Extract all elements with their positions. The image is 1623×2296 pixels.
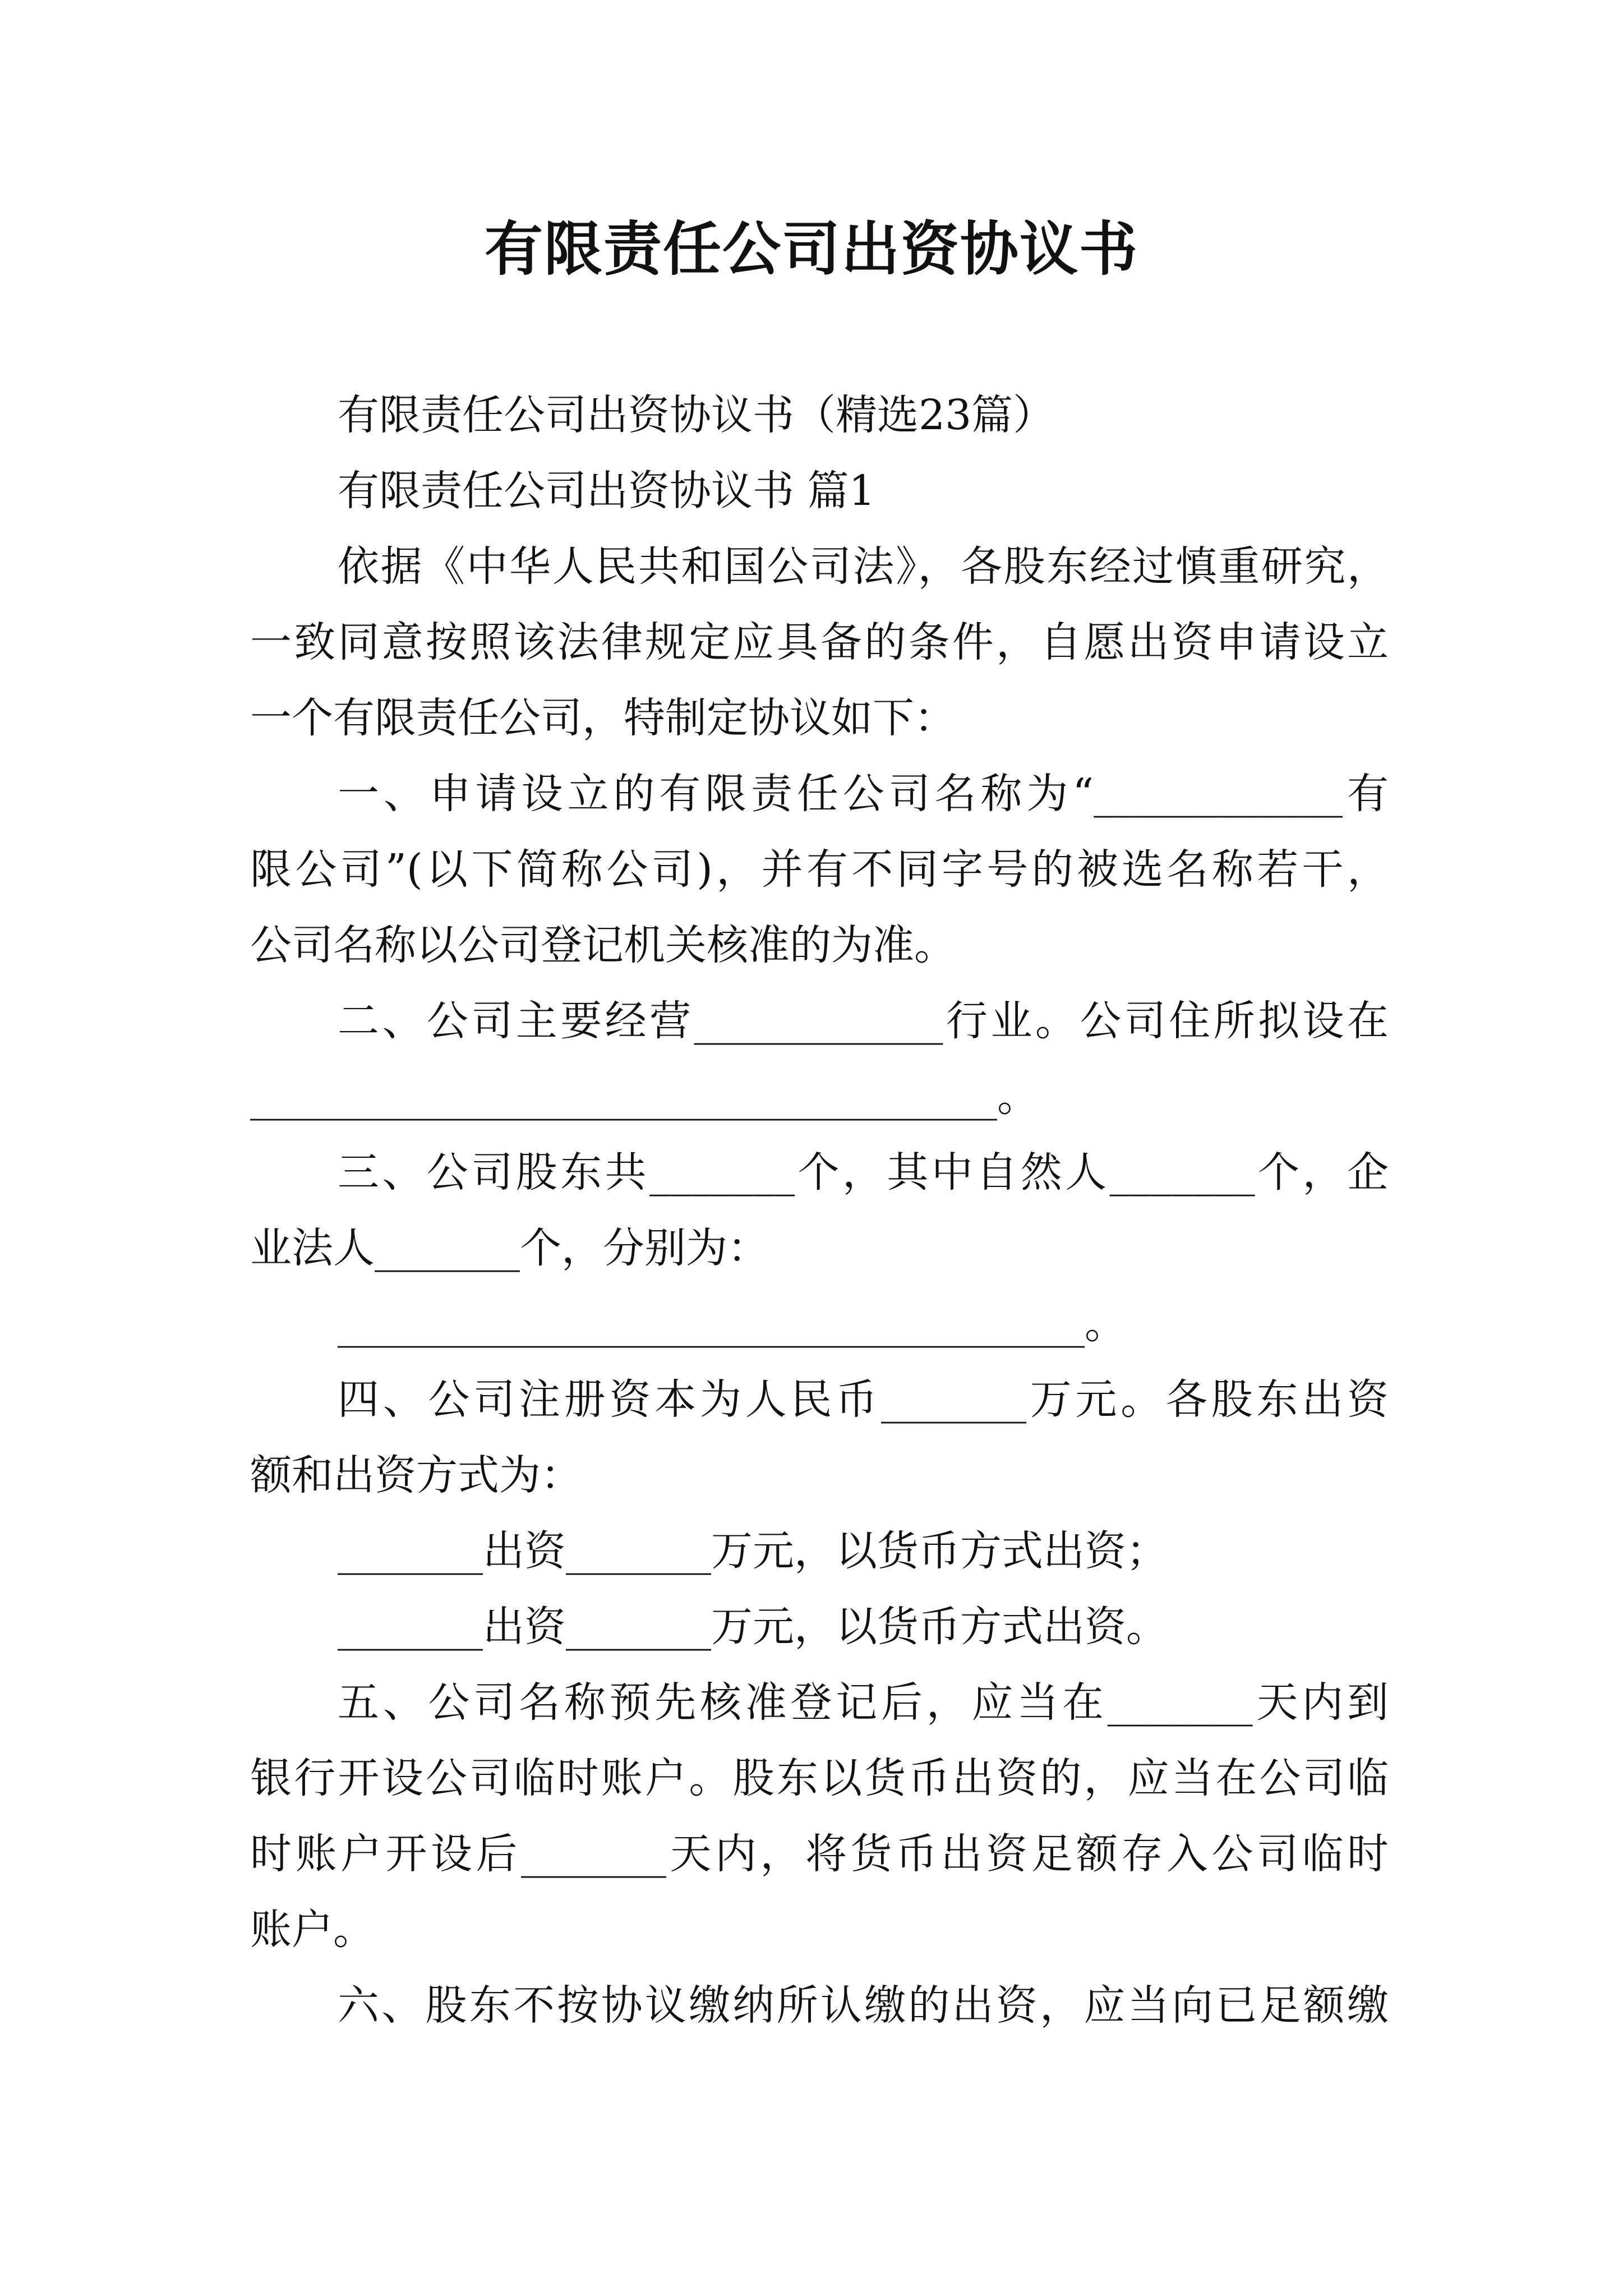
paragraph-line: 公司名称以公司登记机关核准的为准。 — [250, 921, 956, 969]
paragraph-line: 四、公司注册资本为人民币_______万元。各股东出资 — [338, 1375, 1389, 1424]
paragraph-line: 限公司”(以下简称公司)，并有不同字号的被选名称若干， — [250, 845, 1389, 894]
paragraph-line: 六、股东不按协议缴纳所认缴的出资，应当向已足额缴 — [338, 1981, 1389, 2030]
subtitle-line: 有限责任公司出资协议书（精选23篇） — [338, 391, 1055, 439]
paragraph-line: 三、公司股东共_______个，其中自然人_______个，企 — [338, 1148, 1389, 1197]
section-heading: 有限责任公司出资协议书 篇1 — [338, 467, 875, 515]
paragraph-line: 依据《中华人民共和国公司法》，各股东经过慎重研究， — [338, 542, 1389, 591]
paragraph-line: 五、公司名称预先核准登记后，应当在_______天内到 — [338, 1678, 1389, 1727]
paragraph-line: 账户。 — [250, 1906, 375, 1954]
paragraph-line: 二、公司主要经营____________行业。公司住所拟设在 — [338, 997, 1389, 1045]
paragraph-line: _______出资_______万元，以货币方式出资； — [338, 1527, 1168, 1575]
paragraph-line: ____________________________________。 — [338, 1300, 1126, 1348]
paragraph-line: 一个有限责任公司，特制定协议如下： — [250, 694, 956, 742]
document-title: 有限责任公司出资协议书 — [484, 214, 1138, 283]
paragraph-line: 时账户开设后_______天内，将货币出资足额存入公司临时 — [250, 1830, 1389, 1878]
paragraph-line: _______出资_______万元，以货币方式出资。 — [338, 1603, 1168, 1651]
paragraph-line: 业法人_______个，分别为： — [250, 1224, 769, 1272]
paragraph-line: 一、申请设立的有限责任公司名称为“____________有 — [338, 770, 1389, 818]
paragraph-line: 一致同意按照该法律规定应具备的条件，自愿出资申请设立 — [250, 618, 1389, 666]
paragraph-line: 额和出资方式为： — [250, 1451, 582, 1499]
paragraph-line: ____________________________________。 — [250, 1073, 1039, 1121]
paragraph-line: 银行开设公司临时账户。股东以货币出资的，应当在公司临 — [250, 1754, 1389, 1802]
